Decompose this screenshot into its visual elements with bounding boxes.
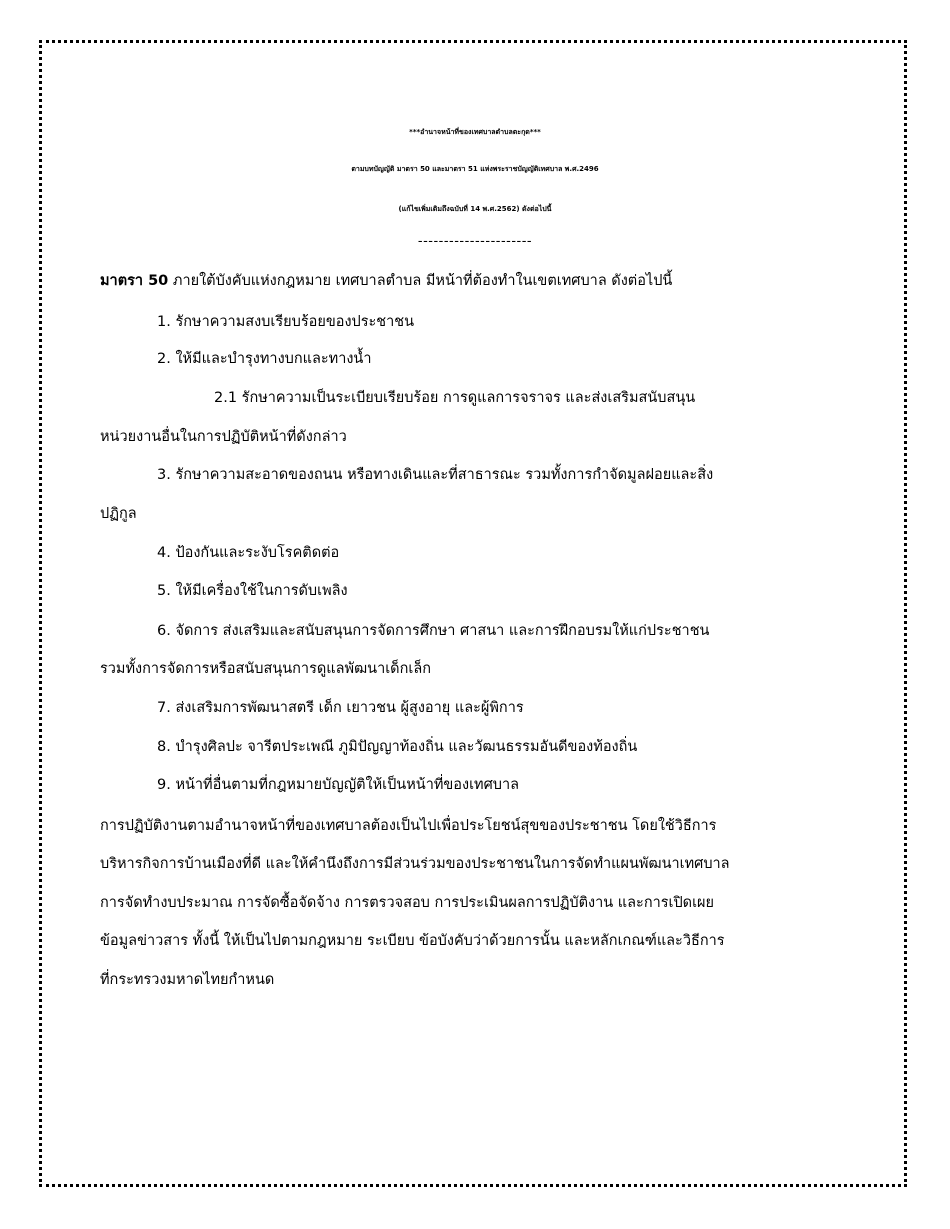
closing-paragraph-line-3: การจัดทำงบประมาณ การจัดซื้อจัดจ้าง การตรวจสอบ การประเมินผลการปฏิบัติงาน และการเปิดเผย — [100, 895, 715, 911]
separator: ---------------------- — [417, 234, 533, 249]
list-item-8: 8. บำรุงศิลปะ จารีตประเพณี ภูมิปัญญาท้องถิ่น และวัฒนธรรมอันดีของท้องถิ่น — [157, 739, 638, 755]
document-subtitle-line-1: ตามบทบัญญัติ มาตรา 50 และมาตรา 51 แห่งพระราชบัญญัติเทศบาล พ.ศ.2496 — [351, 165, 599, 173]
closing-paragraph-line-2: บริหารกิจการบ้านเมืองที่ดี และให้คำนึงถึงการมีส่วนร่วมของประชาชนในการจัดทำแผนพัฒนาเทศบาล — [100, 856, 730, 872]
closing-paragraph-line-4: ข้อมูลข่าวสาร ทั้งนี้ ให้เป็นไปตามกฎหมาย ระเบียบ ข้อบังคับว่าด้วยการนั้น และหลักเกณฑ์และวิธีการ — [100, 933, 725, 949]
closing-paragraph-line-5: ที่กระทรวงมหาดไทยกำหนด — [100, 972, 275, 988]
list-item-2: 2. ให้มีและบำรุงทางบกและทางน้ำ — [157, 351, 372, 367]
list-item-3-continued: ปฏิกูล — [100, 506, 137, 522]
list-item-2-1: 2.1 รักษาความเป็นระเบียบเรียบร้อย การดูแลการจราจร และส่งเสริมสนับสนุน — [214, 390, 696, 406]
list-item-4: 4. ป้องกันและระงับโรคติดต่อ — [157, 545, 340, 561]
closing-paragraph-line-1: การปฏิบัติงานตามอำนาจหน้าที่ของเทศบาลต้องเป็นไปเพื่อประโยชน์สุขของประชาชน โดยใช้วิธีการ — [100, 818, 717, 834]
list-item-7: 7. ส่งเสริมการพัฒนาสตรี เด็ก เยาวชน ผู้สูงอายุ และผู้พิการ — [157, 700, 524, 716]
document-title: ***อำนาจหน้าที่ของเทศบาลตำบลตะกุด*** — [409, 128, 541, 136]
list-item-3: 3. รักษาความสะอาดของถนน หรือทางเดินและที่สาธารณะ รวมทั้งการกำจัดมูลฝอยและสิ่ง — [157, 467, 714, 483]
list-item-5: 5. ให้มีเครื่องใช้ในการดับเพลิง — [157, 583, 348, 599]
section-intro-text: ภายใต้บังคับแห่งกฎหมาย เทศบาลตำบล มีหน้าที่ต้องทำในเขตเทศบาล ดังต่อไปนี้ — [168, 273, 673, 289]
list-item-2-1-continued: หน่วยงานอื่นในการปฏิบัติหน้าที่ดังกล่าว — [100, 429, 347, 445]
section-label: มาตรา 50 — [100, 273, 169, 289]
document-subtitle-line-2: (แก้ไขเพิ่มเติมถึงฉบับที่ 14 พ.ศ.2562) ดังต่อไปนี้ — [398, 205, 552, 213]
list-item-1: 1. รักษาความสงบเรียบร้อยของประชาชน — [157, 314, 415, 330]
list-item-6-continued: รวมทั้งการจัดการหรือสนับสนุนการดูแลพัฒนาเด็กเล็ก — [100, 661, 431, 677]
section-intro — [100, 270, 672, 292]
list-item-9: 9. หน้าที่อื่นตามที่กฎหมายบัญญัติให้เป็นหน้าที่ของเทศบาล — [157, 777, 520, 793]
list-item-6: 6. จัดการ ส่งเสริมและสนับสนุนการจัดการศึกษา ศาสนา และการฝึกอบรมให้แก่ประชาชน — [157, 623, 710, 639]
